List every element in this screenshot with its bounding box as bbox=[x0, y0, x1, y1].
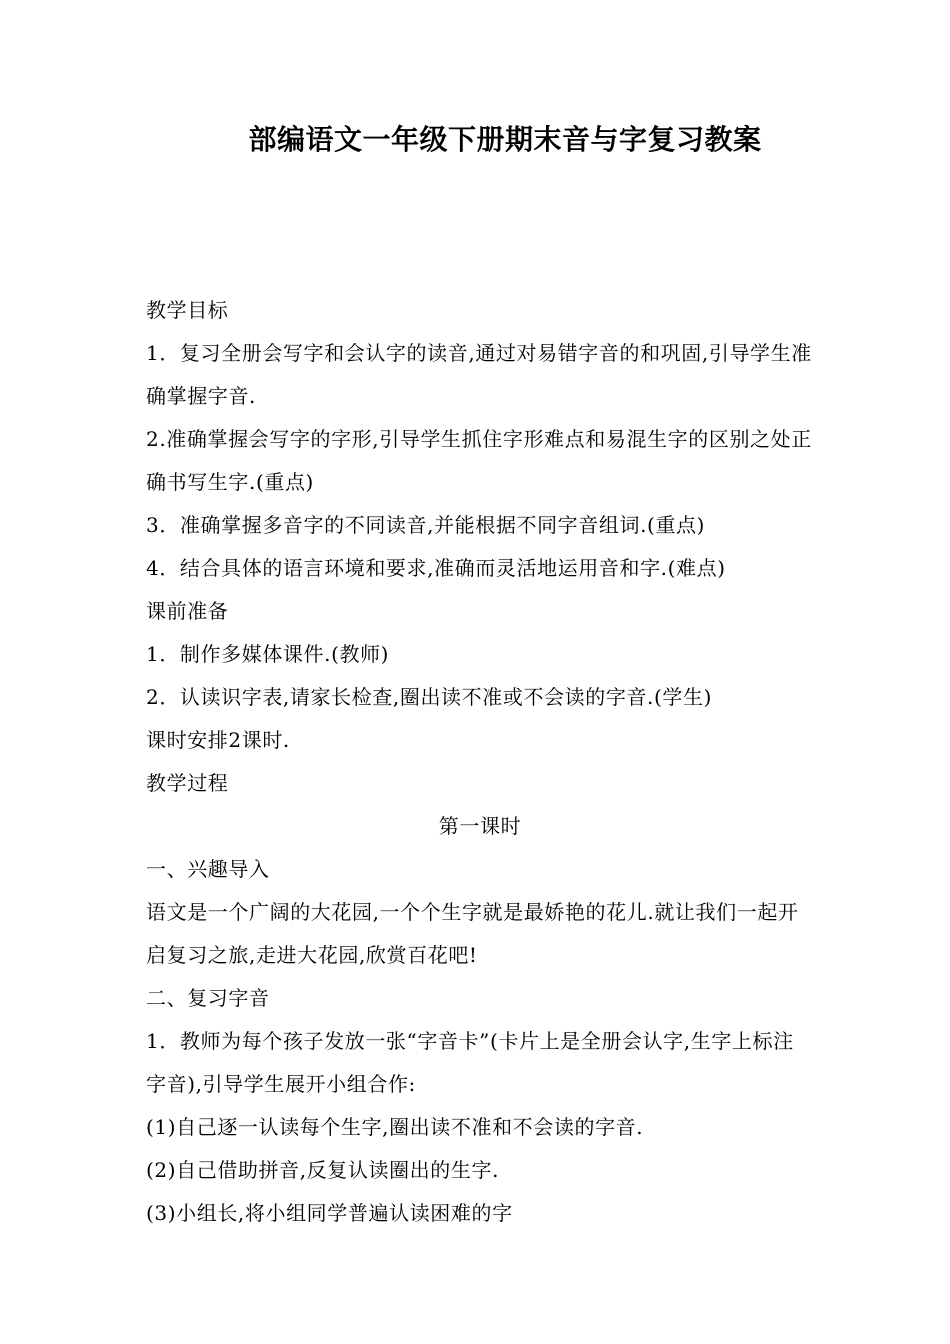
review-item-1: 1．教师为每个孩子发放一张“字音卡”(卡片上是全册会认字,生字上标注字音),引导学生展开小组合作: bbox=[146, 1029, 794, 1096]
preparation-item-1: 1．制作多媒体课件.(教师) bbox=[146, 642, 390, 666]
section-intro-heading: 一、兴趣导入 bbox=[146, 857, 270, 881]
goal-item-2: 2.准确掌握会写字的字形,引导学生抓住字形难点和易混生字的区别之处正确书写生字.(重点) bbox=[146, 427, 812, 494]
schedule-line: 课时安排2课时. bbox=[146, 728, 290, 752]
preparation-item-2: 2．认读识字表,请家长检查,圈出读不准或不会读的字音.(学生) bbox=[146, 685, 713, 709]
heading-preparation: 课前准备 bbox=[146, 599, 229, 623]
review-subitem-1: (1)自己逐一认读每个生字,圈出读不准和不会读的字音. bbox=[146, 1115, 644, 1139]
review-subitem-3: (3)小组长,将小组同学普遍认读困难的字 bbox=[146, 1201, 513, 1225]
document-title: 部编语文一年级下册期末音与字复习教案 bbox=[248, 123, 762, 156]
document-body bbox=[146, 289, 814, 1235]
goal-item-4: 4．结合具体的语言环境和要求,准确而灵活地运用音和字.(难点) bbox=[146, 556, 726, 580]
heading-teaching-goals: 教学目标 bbox=[146, 298, 229, 322]
goal-item-3: 3．准确掌握多音字的不同读音,并能根据不同字音组词.(重点) bbox=[146, 513, 706, 537]
intro-paragraph: 语文是一个广阔的大花园,一个个生字就是最娇艳的花儿.就让我们一起开启复习之旅,走进大花园,欣赏百花吧! bbox=[146, 900, 799, 967]
section-review-heading: 二、复习字音 bbox=[146, 986, 270, 1010]
heading-process: 教学过程 bbox=[146, 771, 229, 795]
review-subitem-2: (2)自己借助拼音,反复认读圈出的生字. bbox=[146, 1158, 500, 1182]
goal-item-1: 1．复习全册会写字和会认字的读音,通过对易错字音的和巩固,引导学生准确掌握字音. bbox=[146, 341, 812, 408]
lesson-one-heading: 第一课时 bbox=[438, 814, 522, 838]
